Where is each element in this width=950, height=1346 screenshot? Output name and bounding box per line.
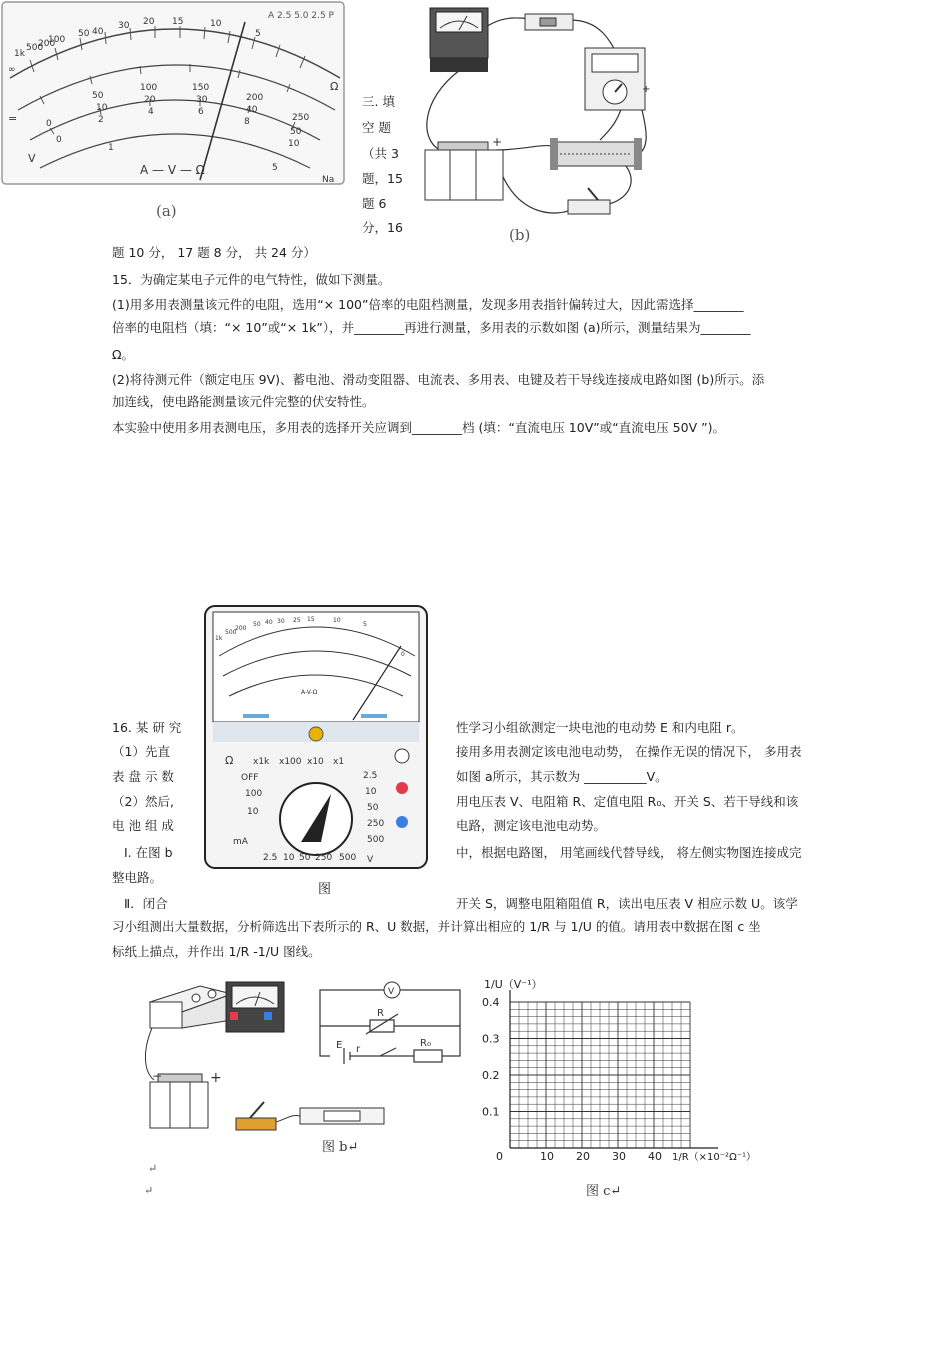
y-tick-label: 0.3: [482, 1032, 500, 1046]
figure-c-caption: 图 c↵: [586, 1184, 622, 1199]
x-tick-label: 10: [540, 1150, 554, 1163]
svg-text:10: 10: [210, 19, 222, 29]
svg-text:0: 0: [46, 119, 52, 129]
q16-l7-left: 整电路。: [112, 870, 163, 885]
x-tick-label: 20: [576, 1150, 590, 1163]
svg-text:V: V: [388, 987, 395, 997]
figure-b-circuit: [410, 0, 655, 250]
svg-text:−: −: [152, 1069, 163, 1083]
y-tick-label: 0.4: [482, 996, 500, 1009]
section-heading-tail: 题 10 分， 17 题 8 分， 共 24 分）: [112, 245, 316, 260]
svg-text:mA: mA: [233, 837, 248, 847]
na-label: Na: [322, 175, 335, 185]
svg-text:40: 40: [265, 619, 273, 626]
q16-l8-left: Ⅱ．闭合: [124, 896, 168, 911]
ohm-label: Ω: [330, 80, 339, 93]
x-axis-label: 1/R（×10⁻²Ω⁻¹）: [672, 1152, 756, 1163]
svg-text:Ω: Ω: [225, 754, 234, 767]
svg-text:500: 500: [367, 835, 385, 845]
svg-text:+: +: [210, 1070, 222, 1086]
q16-l4-right: 用电压表 V、电阻箱 R、定值电阻 R₀、开关 S、若干导线和该: [456, 794, 799, 809]
v-label: V: [28, 152, 36, 165]
q15-title: 15．为确定某电子元件的电气特性，做如下测量。: [112, 272, 391, 287]
svg-text:5: 5: [363, 621, 367, 628]
side-text-1: 三. 填: [362, 94, 395, 109]
svg-text:5: 5: [272, 163, 278, 173]
q16-l6-left: Ⅰ. 在图 b: [124, 845, 173, 860]
y-tick-label: 0.2: [482, 1069, 500, 1082]
svg-text:10: 10: [96, 103, 108, 113]
voltmeter-icon: [226, 982, 284, 1032]
svg-text:10: 10: [283, 853, 295, 863]
q16-l5-left: 电 池 组 成: [112, 818, 174, 833]
switch-icon: [236, 1102, 276, 1130]
q16-l8-right: 开关 S，调整电阻箱阻值 R，读出电压表 V 相应示数 U。该学: [456, 896, 798, 911]
figure-b-caption: (b): [509, 226, 531, 244]
svg-text:R: R: [377, 1008, 384, 1019]
q16-l3-left: 表 盘 示 数: [112, 769, 174, 784]
svg-text:1k: 1k: [14, 49, 25, 59]
svg-text:40: 40: [246, 105, 258, 115]
svg-text:50: 50: [290, 127, 302, 137]
q16-l2-right: 接用多用表测定该电池电动势， 在操作无误的情况下， 多用表: [456, 744, 802, 759]
svg-text:15: 15: [172, 17, 184, 27]
svg-text:15: 15: [307, 616, 315, 623]
svg-text:250: 250: [367, 819, 385, 829]
x-tick-label: 40: [648, 1150, 662, 1163]
figure-c-chart: [478, 972, 768, 1202]
svg-text:50: 50: [92, 91, 104, 101]
q16-l9: 习小组测出大量数据，分析筛选出下表所示的 R、U 数据，并计算出相应的 1/R 与 1/U 的值。请用表中数据在图 c 坐: [112, 919, 761, 934]
figure-a-meter-dial: [0, 0, 350, 230]
svg-text:6: 6: [198, 107, 204, 117]
q16-l3-right: 如图 a所示，其示数为 __________V。: [456, 769, 668, 784]
chart-grid: [510, 1002, 690, 1148]
figure-a-caption: (a): [156, 202, 177, 220]
return-mark-1: ↵: [148, 1162, 158, 1175]
svg-text:50: 50: [78, 29, 90, 39]
side-text-4: 题，15: [362, 171, 403, 186]
x-tick-label: 30: [612, 1150, 626, 1163]
svg-text:A-V-Ω: A-V-Ω: [301, 689, 318, 696]
svg-text:2: 2: [98, 115, 104, 125]
svg-text:r: r: [356, 1044, 361, 1055]
meter-icon: [430, 8, 488, 72]
svg-text:30: 30: [196, 95, 208, 105]
svg-text:10: 10: [365, 787, 377, 797]
svg-text:20: 20: [143, 17, 155, 27]
svg-text:x1k: x1k: [253, 757, 270, 767]
q15-p3: 本实验中使用多用表测电压，多用表的选择开关应调到________档 (填：“直流电压 10V”或“直流电压 50V ”)。: [112, 420, 725, 435]
svg-text:50: 50: [253, 621, 261, 628]
q16-l1-right: 性学习小组欲测定一块电池的电动势 E 和内电阻 r。: [456, 720, 744, 735]
svg-text:E: E: [336, 1040, 343, 1051]
corner-label: A 2.5 5.0 2.5 P: [268, 11, 334, 21]
infinity-label: ∞: [8, 65, 16, 75]
side-text-3: （共 3: [362, 146, 399, 161]
svg-text:40: 40: [92, 27, 104, 37]
svg-text:x100: x100: [279, 757, 302, 767]
svg-text:10: 10: [288, 139, 300, 149]
dc-label: =: [8, 112, 18, 125]
svg-text:500: 500: [225, 629, 237, 636]
resistor-icon: [300, 1108, 384, 1124]
svg-text:OFF: OFF: [241, 773, 259, 783]
svg-text:10: 10: [247, 807, 259, 817]
svg-text:250: 250: [315, 853, 333, 863]
q16-l4-left: （2）然后,: [112, 794, 174, 809]
svg-text:200: 200: [246, 93, 264, 103]
figure-multimeter: [203, 604, 429, 897]
q15-p1b: 倍率的电阻档（填：“× 10”或“× 1k”），并________再进行测量，多用表的示数如图 (a)所示，测量结果为________: [112, 320, 751, 335]
y-axis-label: 1/U（V⁻¹）: [484, 978, 543, 991]
svg-text:2.5: 2.5: [363, 771, 378, 781]
q15-p2b: 加连线，使电路能测量该元件完整的伏安特性。: [112, 394, 375, 409]
q15-p1c: Ω。: [112, 347, 135, 362]
q16-l5-right: 电路，测定该电池电动势。: [456, 818, 607, 833]
q16-l10: 标纸上描点，并作出 1/R -1/U 图线。: [112, 944, 321, 959]
svg-text:2.5: 2.5: [263, 853, 278, 863]
svg-text:+: +: [642, 84, 651, 95]
svg-text:150: 150: [192, 83, 210, 93]
svg-text:50: 50: [299, 853, 311, 863]
svg-text:25: 25: [293, 617, 301, 624]
side-text-5: 题 6: [362, 196, 387, 211]
svg-text:x1: x1: [333, 757, 345, 767]
q16-l1-left: 16. 某 研 究: [112, 720, 182, 735]
svg-text:50: 50: [367, 803, 379, 813]
svg-text:5: 5: [255, 29, 261, 39]
side-text-2: 空 题: [362, 120, 391, 135]
q15-p2a: (2)将待测元件（额定电压 9V)、蓄电池、滑动变阻器、电流表、多用表、电键及若干导线连接成电路如图 (b)所示。添: [112, 372, 765, 387]
multimeter-caption: 图: [318, 882, 332, 897]
svg-text:4: 4: [148, 107, 154, 117]
svg-text:30: 30: [118, 21, 130, 31]
return-mark-2: ↵: [144, 1184, 154, 1197]
resistance-box-icon: [150, 986, 232, 1028]
svg-text:100: 100: [48, 35, 66, 45]
svg-text:200: 200: [235, 625, 247, 632]
svg-text:250: 250: [292, 113, 310, 123]
origin-label: 0: [496, 1150, 503, 1163]
battery-icon: [425, 142, 503, 200]
svg-text:x10: x10: [307, 757, 324, 767]
svg-text:100: 100: [245, 789, 263, 799]
svg-text:8: 8: [244, 117, 250, 127]
svg-text:20: 20: [144, 95, 156, 105]
y-tick-label: 0.1: [482, 1105, 500, 1119]
rheostat-icon: [550, 138, 642, 170]
svg-text:0: 0: [56, 135, 62, 145]
circuit-diagram: [320, 990, 460, 1064]
side-text-6: 分，16: [362, 220, 403, 235]
svg-text:500: 500: [339, 853, 357, 863]
svg-text:200: 200: [38, 39, 56, 49]
svg-text:1k: 1k: [215, 635, 223, 642]
figure-b-apparatus: [140, 972, 470, 1202]
svg-text:100: 100: [140, 83, 158, 93]
svg-text:V: V: [367, 855, 374, 865]
svg-text:R₀: R₀: [420, 1038, 431, 1049]
figure-b-caption: 图 b↵: [322, 1140, 359, 1155]
svg-text:30: 30: [277, 618, 285, 625]
svg-text:0: 0: [401, 651, 405, 658]
avo-label: A — V — Ω: [140, 163, 205, 177]
svg-text:+: +: [492, 135, 503, 149]
q16-l2-left: （1）先直: [112, 744, 170, 759]
q15-p1a: (1)用多用表测量该元件的电阻，选用“× 100”倍率的电阻档测量，发现多用表指针偏转过大，因此需选择________: [112, 297, 744, 312]
q16-l6-right: 中，根据电路图， 用笔画线代替导线， 将左侧实物图连接成完: [456, 845, 802, 860]
multimeter-icon: [585, 48, 645, 110]
svg-text:500: 500: [26, 43, 44, 53]
svg-text:10: 10: [333, 617, 341, 624]
svg-text:1: 1: [108, 143, 114, 153]
